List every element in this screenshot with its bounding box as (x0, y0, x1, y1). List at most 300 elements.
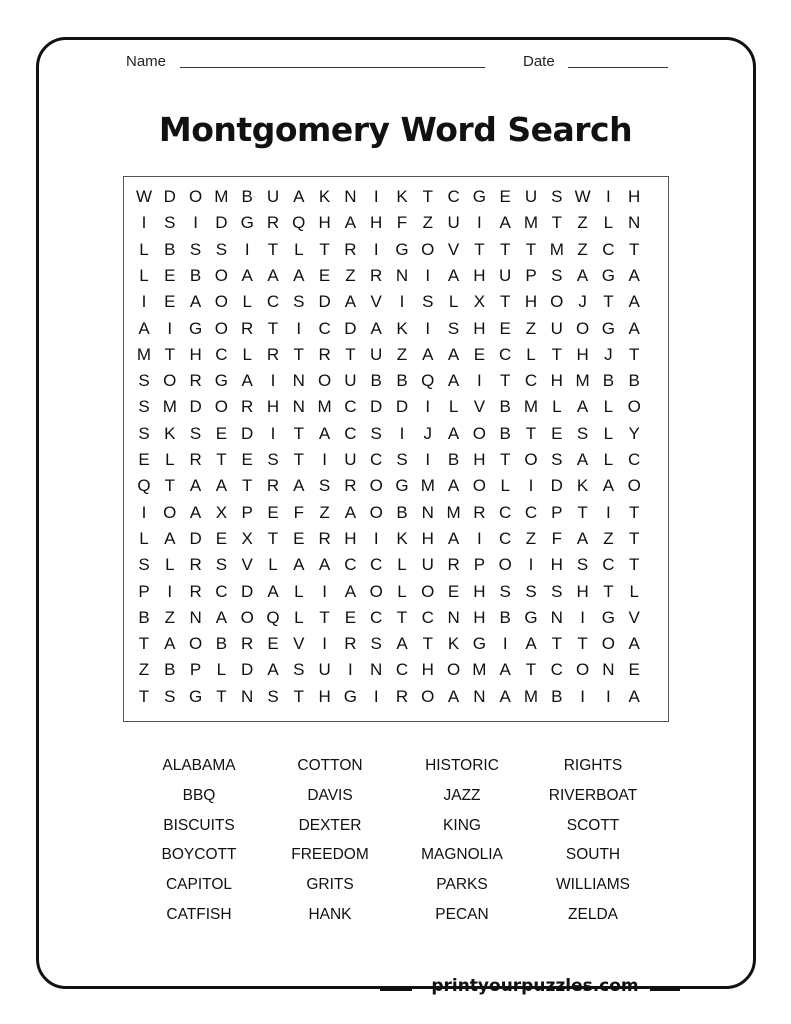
grid-letter[interactable]: U (447, 213, 460, 233)
grid-letter[interactable]: G (524, 607, 538, 627)
grid-letter[interactable]: K (447, 634, 460, 654)
grid-letter[interactable]: L (139, 265, 149, 285)
grid-letter[interactable]: U (370, 344, 383, 364)
grid-letter[interactable]: Q (266, 607, 280, 627)
grid-letter[interactable]: T (628, 528, 640, 548)
grid-letter[interactable]: V (293, 634, 305, 654)
grid-letter[interactable]: E (473, 344, 486, 364)
grid-letter[interactable]: I (580, 607, 585, 627)
grid-letter[interactable]: C (499, 344, 512, 364)
grid-letter[interactable]: D (241, 660, 254, 680)
grid-letter[interactable]: O (163, 502, 177, 522)
grid-letter[interactable]: Z (525, 318, 537, 338)
grid-letter[interactable]: A (344, 502, 357, 522)
grid-letter[interactable]: S (164, 213, 176, 233)
grid-letter[interactable]: E (499, 187, 511, 206)
grid-letter[interactable]: T (499, 371, 511, 391)
grid-letter[interactable]: B (215, 634, 228, 654)
grid-letter[interactable]: I (244, 239, 250, 259)
grid-letter[interactable]: S (164, 686, 176, 706)
grid-letter[interactable]: G (188, 318, 203, 338)
grid-letter[interactable]: I (322, 450, 327, 469)
grid-letter[interactable]: C (344, 555, 357, 575)
grid-letter[interactable]: B (447, 450, 460, 469)
grid-letter[interactable]: O (575, 660, 590, 680)
grid-letter[interactable]: P (189, 660, 202, 680)
grid-letter[interactable]: I (141, 213, 147, 233)
grid-letter[interactable]: L (294, 607, 304, 627)
grid-letter[interactable]: D (318, 292, 331, 312)
grid-letter[interactable]: H (628, 187, 641, 206)
grid-letter[interactable]: P (473, 555, 486, 575)
grid-letter[interactable]: T (345, 344, 356, 364)
grid-letter[interactable]: Z (396, 344, 408, 364)
grid-letter[interactable]: Z (345, 265, 356, 285)
grid-letter[interactable]: P (241, 502, 253, 522)
grid-letter[interactable]: M (549, 239, 564, 259)
grid-letter[interactable]: Z (603, 528, 614, 548)
grid-letter[interactable]: N (447, 607, 460, 627)
grid-letter[interactable]: I (502, 634, 508, 654)
grid-letter[interactable]: C (447, 187, 460, 206)
grid-letter[interactable]: A (628, 318, 640, 338)
grid-letter[interactable]: T (396, 607, 408, 627)
grid-letter[interactable]: C (215, 581, 228, 601)
grid-letter[interactable]: R (241, 318, 254, 338)
grid-letter[interactable]: M (575, 371, 590, 391)
grid-letter[interactable]: V (628, 607, 640, 627)
grid-letter[interactable]: O (214, 265, 228, 285)
grid-letter[interactable]: Z (577, 213, 588, 233)
grid-letter[interactable]: N (292, 371, 305, 391)
grid-letter[interactable]: L (242, 292, 252, 312)
grid-letter[interactable]: H (576, 344, 589, 364)
grid-letter[interactable]: B (396, 371, 408, 391)
grid-letter[interactable]: R (266, 476, 280, 496)
grid-letter[interactable]: S (189, 423, 202, 443)
grid-letter[interactable]: N (241, 686, 254, 706)
grid-letter[interactable]: V (241, 555, 253, 575)
grid-letter[interactable]: L (603, 397, 614, 417)
grid-letter[interactable]: R (370, 265, 383, 285)
grid-letter[interactable]: A (189, 476, 202, 496)
grid-letter[interactable]: G (395, 239, 409, 259)
grid-letter[interactable]: X (215, 502, 228, 522)
grid-letter[interactable]: C (344, 397, 357, 417)
grid-letter[interactable]: Z (422, 213, 433, 233)
grid-letter[interactable]: M (472, 660, 487, 680)
grid-letter[interactable]: G (343, 686, 357, 706)
grid-letter[interactable]: T (319, 607, 330, 627)
grid-letter[interactable]: V (370, 292, 382, 312)
grid-letter[interactable]: E (551, 423, 563, 443)
grid-letter[interactable]: H (473, 265, 486, 285)
grid-letter[interactable]: G (472, 634, 486, 654)
grid-letter[interactable]: U (421, 555, 434, 575)
grid-letter[interactable]: H (473, 581, 486, 601)
grid-letter[interactable]: L (500, 476, 510, 496)
grid-letter[interactable]: L (448, 292, 459, 312)
grid-letter[interactable]: E (164, 265, 176, 285)
grid-letter[interactable]: K (396, 528, 408, 548)
grid-letter[interactable]: L (552, 397, 562, 417)
grid-letter[interactable]: B (138, 607, 150, 627)
grid-letter[interactable]: T (577, 634, 588, 654)
grid-letter[interactable]: O (188, 187, 203, 206)
grid-letter[interactable]: I (373, 239, 379, 259)
grid-letter[interactable]: S (396, 450, 408, 469)
grid-letter[interactable]: G (601, 318, 615, 338)
grid-letter[interactable]: G (601, 607, 615, 627)
grid-letter[interactable]: A (344, 581, 357, 601)
name-field-line[interactable] (180, 67, 485, 68)
grid-letter[interactable]: R (344, 476, 357, 496)
grid-letter[interactable]: A (293, 265, 305, 285)
grid-letter[interactable]: N (628, 213, 641, 233)
grid-letter[interactable]: A (215, 607, 228, 627)
grid-letter[interactable]: M (523, 686, 539, 706)
grid-letter[interactable]: S (293, 660, 305, 680)
grid-letter[interactable]: I (296, 318, 302, 338)
grid-letter[interactable]: A (447, 371, 460, 391)
grid-letter[interactable]: H (370, 213, 383, 233)
grid-letter[interactable]: T (293, 686, 304, 706)
grid-letter[interactable]: S (267, 450, 279, 469)
grid-letter[interactable]: L (294, 581, 304, 601)
grid-letter[interactable]: F (551, 528, 562, 548)
grid-letter[interactable]: I (477, 528, 482, 548)
grid-letter[interactable]: I (270, 371, 276, 391)
grid-letter[interactable]: C (344, 423, 357, 443)
grid-letter[interactable]: O (369, 581, 383, 601)
grid-letter[interactable]: R (189, 450, 202, 469)
grid-letter[interactable]: O (627, 397, 641, 417)
grid-letter[interactable]: T (138, 686, 150, 706)
grid-letter[interactable]: T (422, 187, 433, 206)
grid-letter[interactable]: R (344, 239, 357, 259)
grid-letter[interactable]: H (344, 528, 357, 548)
grid-letter[interactable]: I (528, 555, 534, 575)
grid-letter[interactable]: K (396, 318, 408, 338)
grid-letter[interactable]: S (551, 187, 563, 206)
grid-letter[interactable]: S (138, 555, 150, 575)
grid-letter[interactable]: U (499, 265, 512, 285)
grid-letter[interactable]: A (447, 476, 460, 496)
grid-letter[interactable]: B (370, 371, 382, 391)
grid-letter[interactable]: B (164, 239, 176, 259)
grid-letter[interactable]: R (447, 555, 460, 575)
grid-letter[interactable]: T (499, 450, 511, 469)
grid-letter[interactable]: L (397, 581, 407, 601)
grid-letter[interactable]: A (447, 528, 460, 548)
grid-letter[interactable]: B (396, 502, 408, 522)
grid-letter[interactable]: O (214, 397, 228, 417)
grid-letter[interactable]: C (395, 660, 409, 680)
grid-letter[interactable]: G (214, 371, 228, 391)
grid-letter[interactable]: R (189, 555, 202, 575)
grid-letter[interactable]: N (550, 607, 563, 627)
grid-letter[interactable]: T (628, 344, 640, 364)
grid-letter[interactable]: T (551, 213, 562, 233)
grid-letter[interactable]: T (499, 239, 511, 259)
grid-letter[interactable]: L (139, 239, 149, 259)
grid-letter[interactable]: H (189, 344, 202, 364)
grid-letter[interactable]: Z (577, 239, 588, 259)
grid-letter[interactable]: I (141, 292, 147, 312)
grid-letter[interactable]: C (421, 607, 434, 627)
grid-letter[interactable]: S (551, 450, 563, 469)
grid-letter[interactable]: A (293, 187, 305, 206)
grid-letter[interactable]: A (576, 397, 589, 417)
grid-letter[interactable]: L (526, 344, 536, 364)
grid-letter[interactable]: G (395, 476, 409, 496)
grid-letter[interactable]: C (215, 344, 228, 364)
grid-letter[interactable]: B (602, 371, 615, 391)
grid-letter[interactable]: T (603, 581, 614, 601)
grid-letter[interactable]: T (267, 528, 279, 548)
grid-letter[interactable]: S (576, 555, 589, 575)
grid-letter[interactable]: A (241, 371, 253, 391)
grid-letter[interactable]: N (602, 660, 615, 680)
grid-letter[interactable]: E (293, 528, 305, 548)
grid-letter[interactable]: F (293, 502, 304, 522)
grid-letter[interactable]: B (499, 607, 511, 627)
grid-letter[interactable]: D (241, 423, 254, 443)
grid-letter[interactable]: T (164, 476, 175, 496)
grid-letter[interactable]: J (578, 292, 587, 312)
grid-letter[interactable]: M (523, 213, 539, 233)
grid-letter[interactable]: A (628, 686, 640, 706)
grid-letter[interactable]: M (317, 397, 332, 417)
grid-letter[interactable]: D (241, 581, 254, 601)
grid-letter[interactable]: T (164, 344, 175, 364)
grid-letter[interactable]: L (294, 239, 304, 259)
grid-letter[interactable]: J (423, 423, 433, 443)
grid-letter[interactable]: O (163, 371, 177, 391)
grid-letter[interactable]: U (266, 187, 280, 206)
grid-letter[interactable]: H (550, 555, 563, 575)
grid-letter[interactable]: B (241, 187, 253, 206)
grid-letter[interactable]: R (241, 397, 254, 417)
grid-letter[interactable]: M (523, 397, 539, 417)
grid-letter[interactable]: I (425, 318, 431, 338)
grid-letter[interactable]: N (421, 502, 434, 522)
grid-letter[interactable]: A (138, 318, 150, 338)
grid-letter[interactable]: E (164, 292, 176, 312)
grid-letter[interactable]: L (603, 213, 614, 233)
grid-letter[interactable]: C (628, 450, 641, 469)
grid-letter[interactable]: A (344, 292, 357, 312)
grid-letter[interactable]: G (472, 187, 486, 206)
grid-letter[interactable]: S (499, 581, 511, 601)
grid-letter[interactable]: A (576, 528, 589, 548)
grid-letter[interactable]: B (164, 660, 176, 680)
grid-letter[interactable]: B (499, 397, 511, 417)
grid-letter[interactable]: A (293, 555, 305, 575)
grid-letter[interactable]: Y (628, 423, 640, 443)
grid-letter[interactable]: C (550, 660, 563, 680)
grid-letter[interactable]: R (318, 344, 331, 364)
grid-letter[interactable]: Z (138, 660, 150, 680)
grid-letter[interactable]: T (216, 450, 227, 469)
grid-letter[interactable]: L (216, 660, 227, 680)
grid-letter[interactable]: S (447, 318, 460, 338)
grid-letter[interactable]: O (317, 371, 332, 391)
grid-letter[interactable]: E (267, 634, 279, 654)
grid-letter[interactable]: M (136, 344, 152, 364)
grid-letter[interactable]: N (370, 660, 383, 680)
grid-letter[interactable]: D (370, 397, 383, 417)
grid-letter[interactable]: H (550, 371, 563, 391)
grid-letter[interactable]: E (318, 265, 331, 285)
grid-letter[interactable]: A (447, 423, 460, 443)
grid-letter[interactable]: T (525, 660, 537, 680)
grid-letter[interactable]: C (318, 318, 331, 338)
grid-letter[interactable]: A (499, 686, 511, 706)
grid-letter[interactable]: A (628, 634, 640, 654)
grid-letter[interactable]: P (551, 502, 563, 522)
grid-letter[interactable]: T (628, 555, 640, 575)
grid-letter[interactable]: A (241, 265, 253, 285)
grid-letter[interactable]: L (139, 528, 149, 548)
grid-letter[interactable]: C (602, 555, 615, 575)
grid-letter[interactable]: V (447, 239, 460, 259)
grid-letter[interactable]: B (189, 265, 202, 285)
grid-letter[interactable]: R (395, 686, 409, 706)
grid-letter[interactable]: S (215, 239, 228, 259)
grid-letter[interactable]: A (318, 423, 331, 443)
grid-letter[interactable]: Q (137, 476, 151, 496)
grid-letter[interactable]: I (193, 213, 198, 233)
grid-letter[interactable]: A (267, 265, 279, 285)
grid-letter[interactable]: T (293, 423, 304, 443)
grid-letter[interactable]: A (499, 660, 511, 680)
grid-letter[interactable]: A (344, 213, 357, 233)
grid-letter[interactable]: L (268, 555, 278, 575)
grid-letter[interactable]: T (577, 502, 588, 522)
grid-letter[interactable]: C (370, 450, 383, 469)
grid-letter[interactable]: R (473, 502, 486, 522)
grid-letter[interactable]: I (270, 423, 276, 443)
grid-letter[interactable]: T (551, 634, 562, 654)
grid-letter[interactable]: O (421, 686, 435, 706)
grid-letter[interactable]: A (447, 265, 460, 285)
grid-letter[interactable]: Z (319, 502, 330, 522)
grid-letter[interactable]: T (551, 344, 562, 364)
grid-letter[interactable]: E (344, 607, 357, 627)
grid-letter[interactable]: C (370, 607, 383, 627)
grid-letter[interactable]: I (373, 187, 379, 206)
grid-letter[interactable]: M (420, 476, 435, 496)
grid-letter[interactable]: H (524, 292, 538, 312)
grid-letter[interactable]: R (241, 634, 254, 654)
grid-letter[interactable]: S (318, 476, 331, 496)
grid-letter[interactable]: A (293, 476, 305, 496)
grid-letter[interactable]: A (318, 555, 331, 575)
grid-letter[interactable]: P (525, 265, 537, 285)
grid-letter[interactable]: C (370, 555, 383, 575)
grid-letter[interactable]: A (525, 634, 537, 654)
grid-letter[interactable]: A (422, 344, 434, 364)
grid-letter[interactable]: N (292, 397, 305, 417)
grid-letter[interactable]: S (215, 555, 228, 575)
grid-letter[interactable]: I (606, 502, 611, 522)
grid-letter[interactable]: A (164, 634, 176, 654)
grid-letter[interactable]: E (499, 318, 511, 338)
grid-letter[interactable]: K (318, 187, 331, 206)
grid-letter[interactable]: A (215, 476, 228, 496)
grid-letter[interactable]: H (473, 318, 486, 338)
grid-letter[interactable]: E (215, 423, 228, 443)
grid-letter[interactable]: E (138, 450, 150, 469)
grid-letter[interactable]: A (267, 660, 279, 680)
grid-letter[interactable]: C (499, 502, 512, 522)
grid-letter[interactable]: R (189, 371, 202, 391)
grid-letter[interactable]: O (369, 476, 383, 496)
grid-letter[interactable]: S (370, 423, 382, 443)
grid-letter[interactable]: P (138, 581, 150, 601)
grid-letter[interactable]: L (448, 397, 459, 417)
grid-letter[interactable]: A (189, 292, 202, 312)
grid-letter[interactable]: L (629, 581, 639, 601)
grid-letter[interactable]: N (473, 686, 486, 706)
grid-letter[interactable]: C (266, 292, 280, 312)
grid-letter[interactable]: I (373, 686, 379, 706)
grid-letter[interactable]: I (399, 423, 405, 443)
grid-letter[interactable]: D (189, 528, 202, 548)
grid-letter[interactable]: T (267, 318, 279, 338)
grid-letter[interactable]: O (472, 476, 486, 496)
grid-letter[interactable]: S (551, 581, 563, 601)
grid-letter[interactable]: E (447, 581, 460, 601)
grid-letter[interactable]: W (574, 187, 591, 206)
grid-letter[interactable]: O (369, 502, 383, 522)
grid-letter[interactable]: S (293, 292, 305, 312)
grid-letter[interactable]: L (165, 555, 175, 575)
grid-letter[interactable]: I (477, 213, 482, 233)
grid-letter[interactable]: T (525, 239, 537, 259)
grid-letter[interactable]: C (499, 528, 512, 548)
grid-letter[interactable]: M (214, 187, 229, 206)
grid-letter[interactable]: I (141, 502, 147, 522)
grid-letter[interactable]: O (421, 581, 435, 601)
grid-letter[interactable]: I (322, 634, 327, 654)
grid-letter[interactable]: A (602, 476, 615, 496)
grid-letter[interactable]: T (474, 239, 485, 259)
grid-letter[interactable]: K (396, 187, 408, 206)
grid-letter[interactable]: T (628, 239, 640, 259)
grid-letter[interactable]: T (499, 292, 511, 312)
grid-letter[interactable]: R (266, 213, 280, 233)
grid-letter[interactable]: I (606, 686, 611, 706)
grid-letter[interactable]: A (189, 502, 202, 522)
grid-letter[interactable]: I (167, 581, 173, 601)
grid-letter[interactable]: E (267, 502, 279, 522)
grid-letter[interactable]: B (551, 686, 563, 706)
grid-letter[interactable]: H (266, 397, 280, 417)
grid-letter[interactable]: T (267, 239, 279, 259)
grid-letter[interactable]: L (242, 344, 252, 364)
grid-letter[interactable]: S (370, 634, 382, 654)
grid-letter[interactable]: A (499, 213, 511, 233)
grid-letter[interactable]: H (421, 528, 434, 548)
grid-letter[interactable]: D (344, 318, 357, 338)
grid-letter[interactable]: S (576, 423, 589, 443)
grid-letter[interactable]: W (135, 187, 153, 206)
grid-letter[interactable]: E (215, 528, 228, 548)
grid-letter[interactable]: N (344, 187, 357, 206)
grid-letter[interactable]: G (240, 213, 254, 233)
